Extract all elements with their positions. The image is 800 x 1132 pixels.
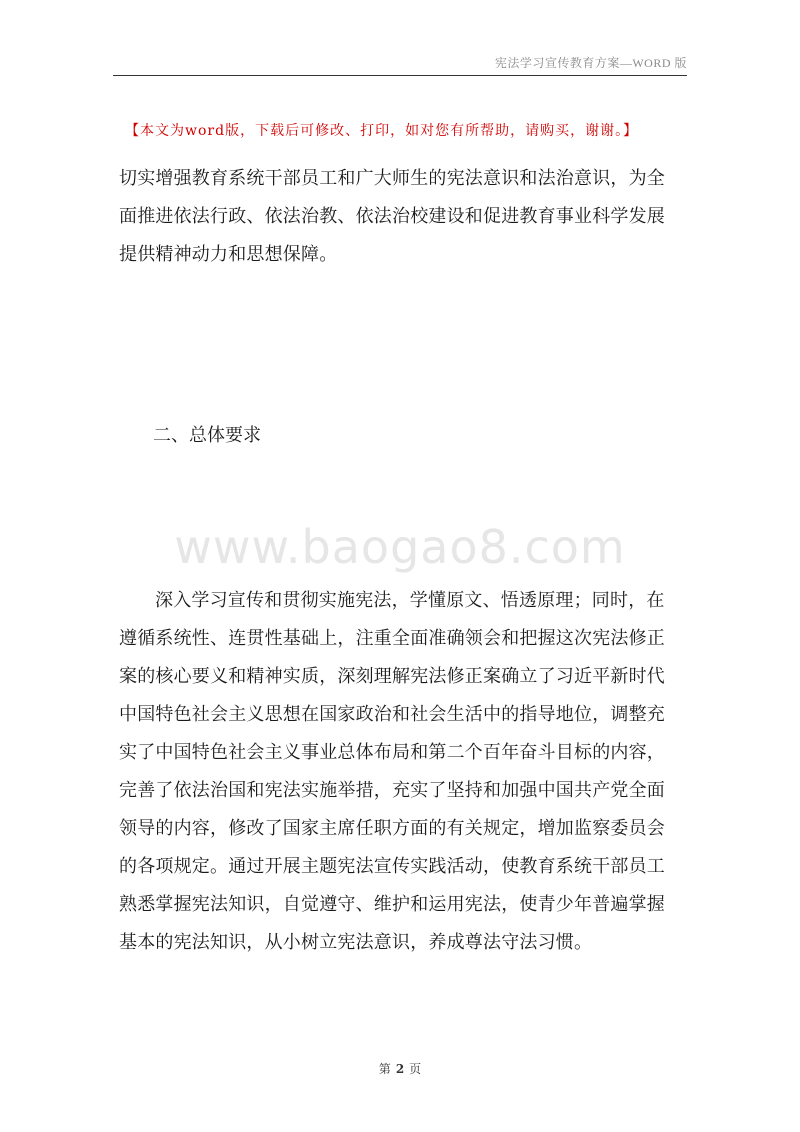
section-heading: 二、总体要求	[153, 425, 261, 446]
watermark: www.baogao8.com	[174, 520, 626, 574]
page-footer	[0, 1060, 800, 1077]
body-paragraph-2: 深入学习宣传和贯彻实施宪法，学懂原文、悟透原理；同时，在遵循系统性、连贯性基础上，注重全面准确领会和把握这次宪法修正案的核心要义和精神实质，深刻理解宪法修正案确立了习近平新时代中国特色社会主义思想在国家政治和社会生活中的指导地位，调整充实了中国特色社会主义事业总体布局和第二个百年奋斗目标的内容，完善了依法治国和宪法实施举措，充实了坚持和加强中国共产党全面领导的内容，修改了国家主席任职方面的有关规定，增加监察委员会的各项规定。通过开展主题宪法宣传实践活动，使教育系统干部员工熟悉掌握宪法知识，自觉遵守、维护和运用宪法，使青少年普遍掌握基本的宪法知识，从小树立宪法意识，养成尊法守法习惯。	[119, 590, 665, 953]
footer-suffix: 页	[409, 1062, 422, 1076]
footer-prefix: 第	[378, 1062, 391, 1076]
page-number: 2	[395, 1062, 405, 1076]
body-paragraph-1: 切实增强教育系统干部员工和广大师生的宪法意识和法治意识，为全面推进依法行政、依法治教、依法治校建设和促进教育事业科学发展提供精神动力和思想保障。	[119, 168, 665, 265]
running-header: 宪法学习宣传教育方案—WORD 版	[494, 56, 687, 70]
header-divider	[113, 75, 687, 76]
download-notice: 【本文为word版，下载后可修改、打印，如对您有所帮助，请购买，谢谢。】	[125, 123, 639, 139]
